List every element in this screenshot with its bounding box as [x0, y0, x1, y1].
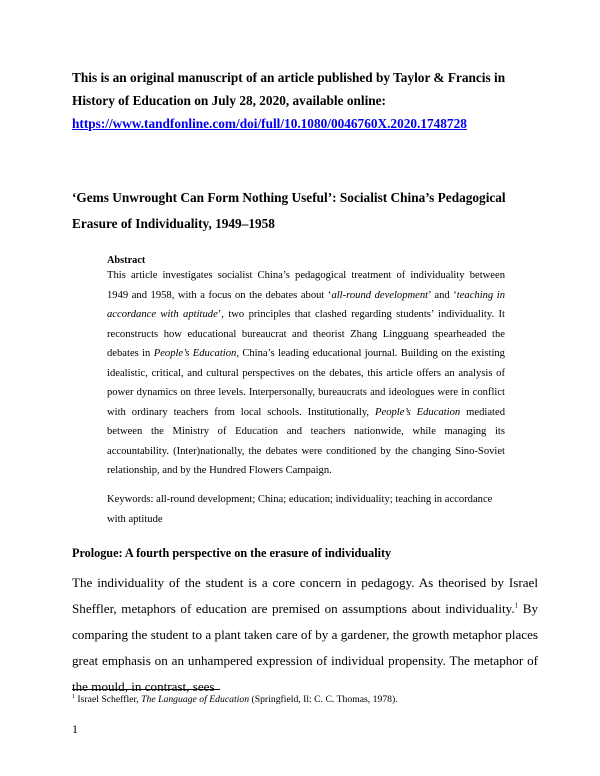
- keywords: Keywords: all-round development; China; education; individuality; teaching in accordance with aptitude: [107, 494, 493, 525]
- footnote-text-1: Israel Scheffler,: [75, 694, 142, 705]
- footnote-book-title: The Language of Education: [141, 694, 250, 705]
- title-line-2: Erasure of Individuality, 1949–1958: [72, 216, 275, 231]
- footnote: [72, 694, 542, 705]
- abstract-part-3: ’, two principles that clashed regarding students’ individuality. It reconstructs how educational bureaucrat and theorist Zhang Lingguang spearheaded the debates in: [107, 309, 505, 359]
- page-number: 1: [72, 722, 78, 736]
- abstract-em-2: teaching in accordance with aptitude: [107, 289, 505, 320]
- abstract-part-1: This article investigates socialist China’s pedagogical treatment of individuality between 1949 and 1958, with a focus on the debates about ‘: [107, 270, 505, 301]
- publication-notice: [72, 66, 532, 135]
- abstract-heading: Abstract: [107, 255, 146, 266]
- section-heading: Prologue: A fourth perspective on the erasure of individuality: [72, 546, 392, 560]
- body-text-part-1: The individuality of the student is a core concern in pedagogy. As theorised by Israel Sheffler, metaphors of education are premised on assumptions about individuality.: [72, 575, 538, 616]
- abstract-part-5: mediated between the Ministry of Education and teachers nationwide, while managing its accountability. (Inter)nationally, the debates were conditioned by the changing Sino-Soviet relationship, and by the Hundred Flowers Campaign.: [107, 406, 505, 476]
- article-title: [72, 185, 542, 237]
- notice-line-1: This is an original manuscript of an article published by Taylor & Francis in: [72, 70, 506, 85]
- abstract-em-4: People’s Education: [375, 406, 461, 418]
- abstract-text: [107, 266, 505, 481]
- footnote-reference[interactable]: 1: [514, 601, 519, 610]
- title-line-1: ‘Gems Unwrought Can Form Nothing Useful’: Socialist China’s Pedagogical: [72, 190, 506, 205]
- footnote-divider: [72, 689, 220, 690]
- footnote-number: 1: [72, 693, 75, 700]
- notice-line-2: History of Education on July 28, 2020, available online:: [72, 93, 386, 108]
- body-text-part-2: By comparing the student to a plant taken care of by a gardener, the growth metaphor places great emphasis on an unhampered expression of individual propensity. The metaphor of the mould, in contrast, sees: [72, 601, 538, 694]
- abstract-part-2: ’ and ‘: [428, 289, 457, 301]
- abstract-em-1: all-round development: [331, 289, 429, 301]
- abstract-em-3: People’s Education: [153, 348, 237, 359]
- abstract-part-4: , China’s leading educational journal. Building on the existing idealistic, critical, and cultural perspectives on the debates, this article offers an analysis of power dynamics on three levels. Interpersonally, bureaucrats and ideologues were in conflict with ordinary teachers from local schools. Institutionally,: [107, 348, 505, 418]
- body-paragraph: [72, 570, 538, 700]
- footnote-text-2: (Springfield, Il: C. C. Thomas, 1978).: [249, 694, 398, 705]
- article-url-link[interactable]: https://www.tandfonline.com/doi/full/10.1080/0046760X.2020.1748728: [72, 116, 467, 131]
